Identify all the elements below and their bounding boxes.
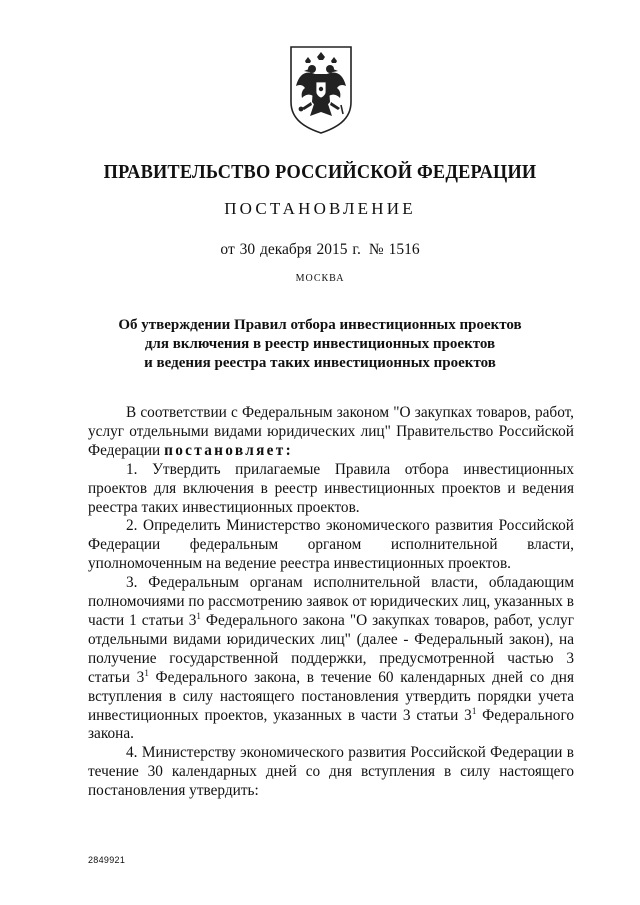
document-subject [0,316,640,373]
document-kind: ПОСТАНОВЛЕНИЕ [224,199,416,218]
clause-3-part-b: Федерального закона "О закупках товаров, работ, услуг отдельными видами юридических лиц" (далее - Федеральный закон), на получение государственной поддержки, предусмотренной частью 3 статьи 3 [88,611,574,686]
resolves-colon: : [285,441,293,459]
clause-4: 4. Министерству экономического развития Российской Федерации в течение 30 календарных дней со дня вступления в силу настоящего постановления утвердить: [88,744,574,800]
superscript-1: 1 [196,610,201,621]
superscript-1: 1 [471,705,477,716]
subject-line: Об утверждении Правил отбора инвестиционных проектов [118,317,522,333]
subject-line: для включения в реестр инвестиционных проектов [144,336,496,352]
subject-line: и ведения реестра таких инвестиционных проектов [144,355,496,371]
coat-of-arms-icon [288,44,354,136]
clause-3-part-a: 3. Федеральным органам исполнительной власти, обладающим полномочиями по рассмотрению заявок от юридических лиц, указанных в части 1 статьи 3 [88,574,574,629]
document-body [88,404,574,801]
clause-3-part-c: Федерального закона, в течение 60 календарных дней со дня вступления в силу настоящего постановления утвердить порядки учета инвестиционных проектов, указанных в части 3 статьи 3 [88,668,575,724]
document-number: № 1516 [368,241,420,258]
clause-1: 1. Утвердить прилагаемые Правила отбора инвестиционных проектов для включения в реестр инвестиционных проектов и ведения реестра таких инвестиционных проектов. [88,460,574,516]
date-line [0,241,640,259]
preamble-text: В соответствии с Федеральным законом "О закупках товаров, работ, услуг отдельными видами юридических лиц" Правительство Российской Федерации [88,404,574,459]
clause-3-part-d: Федерального закона. [88,706,574,743]
preamble-paragraph [88,404,574,461]
superscript-1: 1 [144,667,149,678]
resolves-word: постановляет [164,441,286,459]
government-title: ПРАВИТЕЛЬСТВО РОССИЙСКОЙ ФЕДЕРАЦИИ [103,162,537,183]
clause-3 [88,574,574,744]
document-code: 2849921 [88,855,126,865]
city: МОСКВА [295,273,345,284]
clause-2: 2. Определить Министерство экономического развития Российской Федерации федеральным органом исполнительной власти, уполномоченным на ведение реестра инвестиционных проектов. [88,517,574,573]
document-date: от 30 декабря 2015 г. [220,241,361,258]
